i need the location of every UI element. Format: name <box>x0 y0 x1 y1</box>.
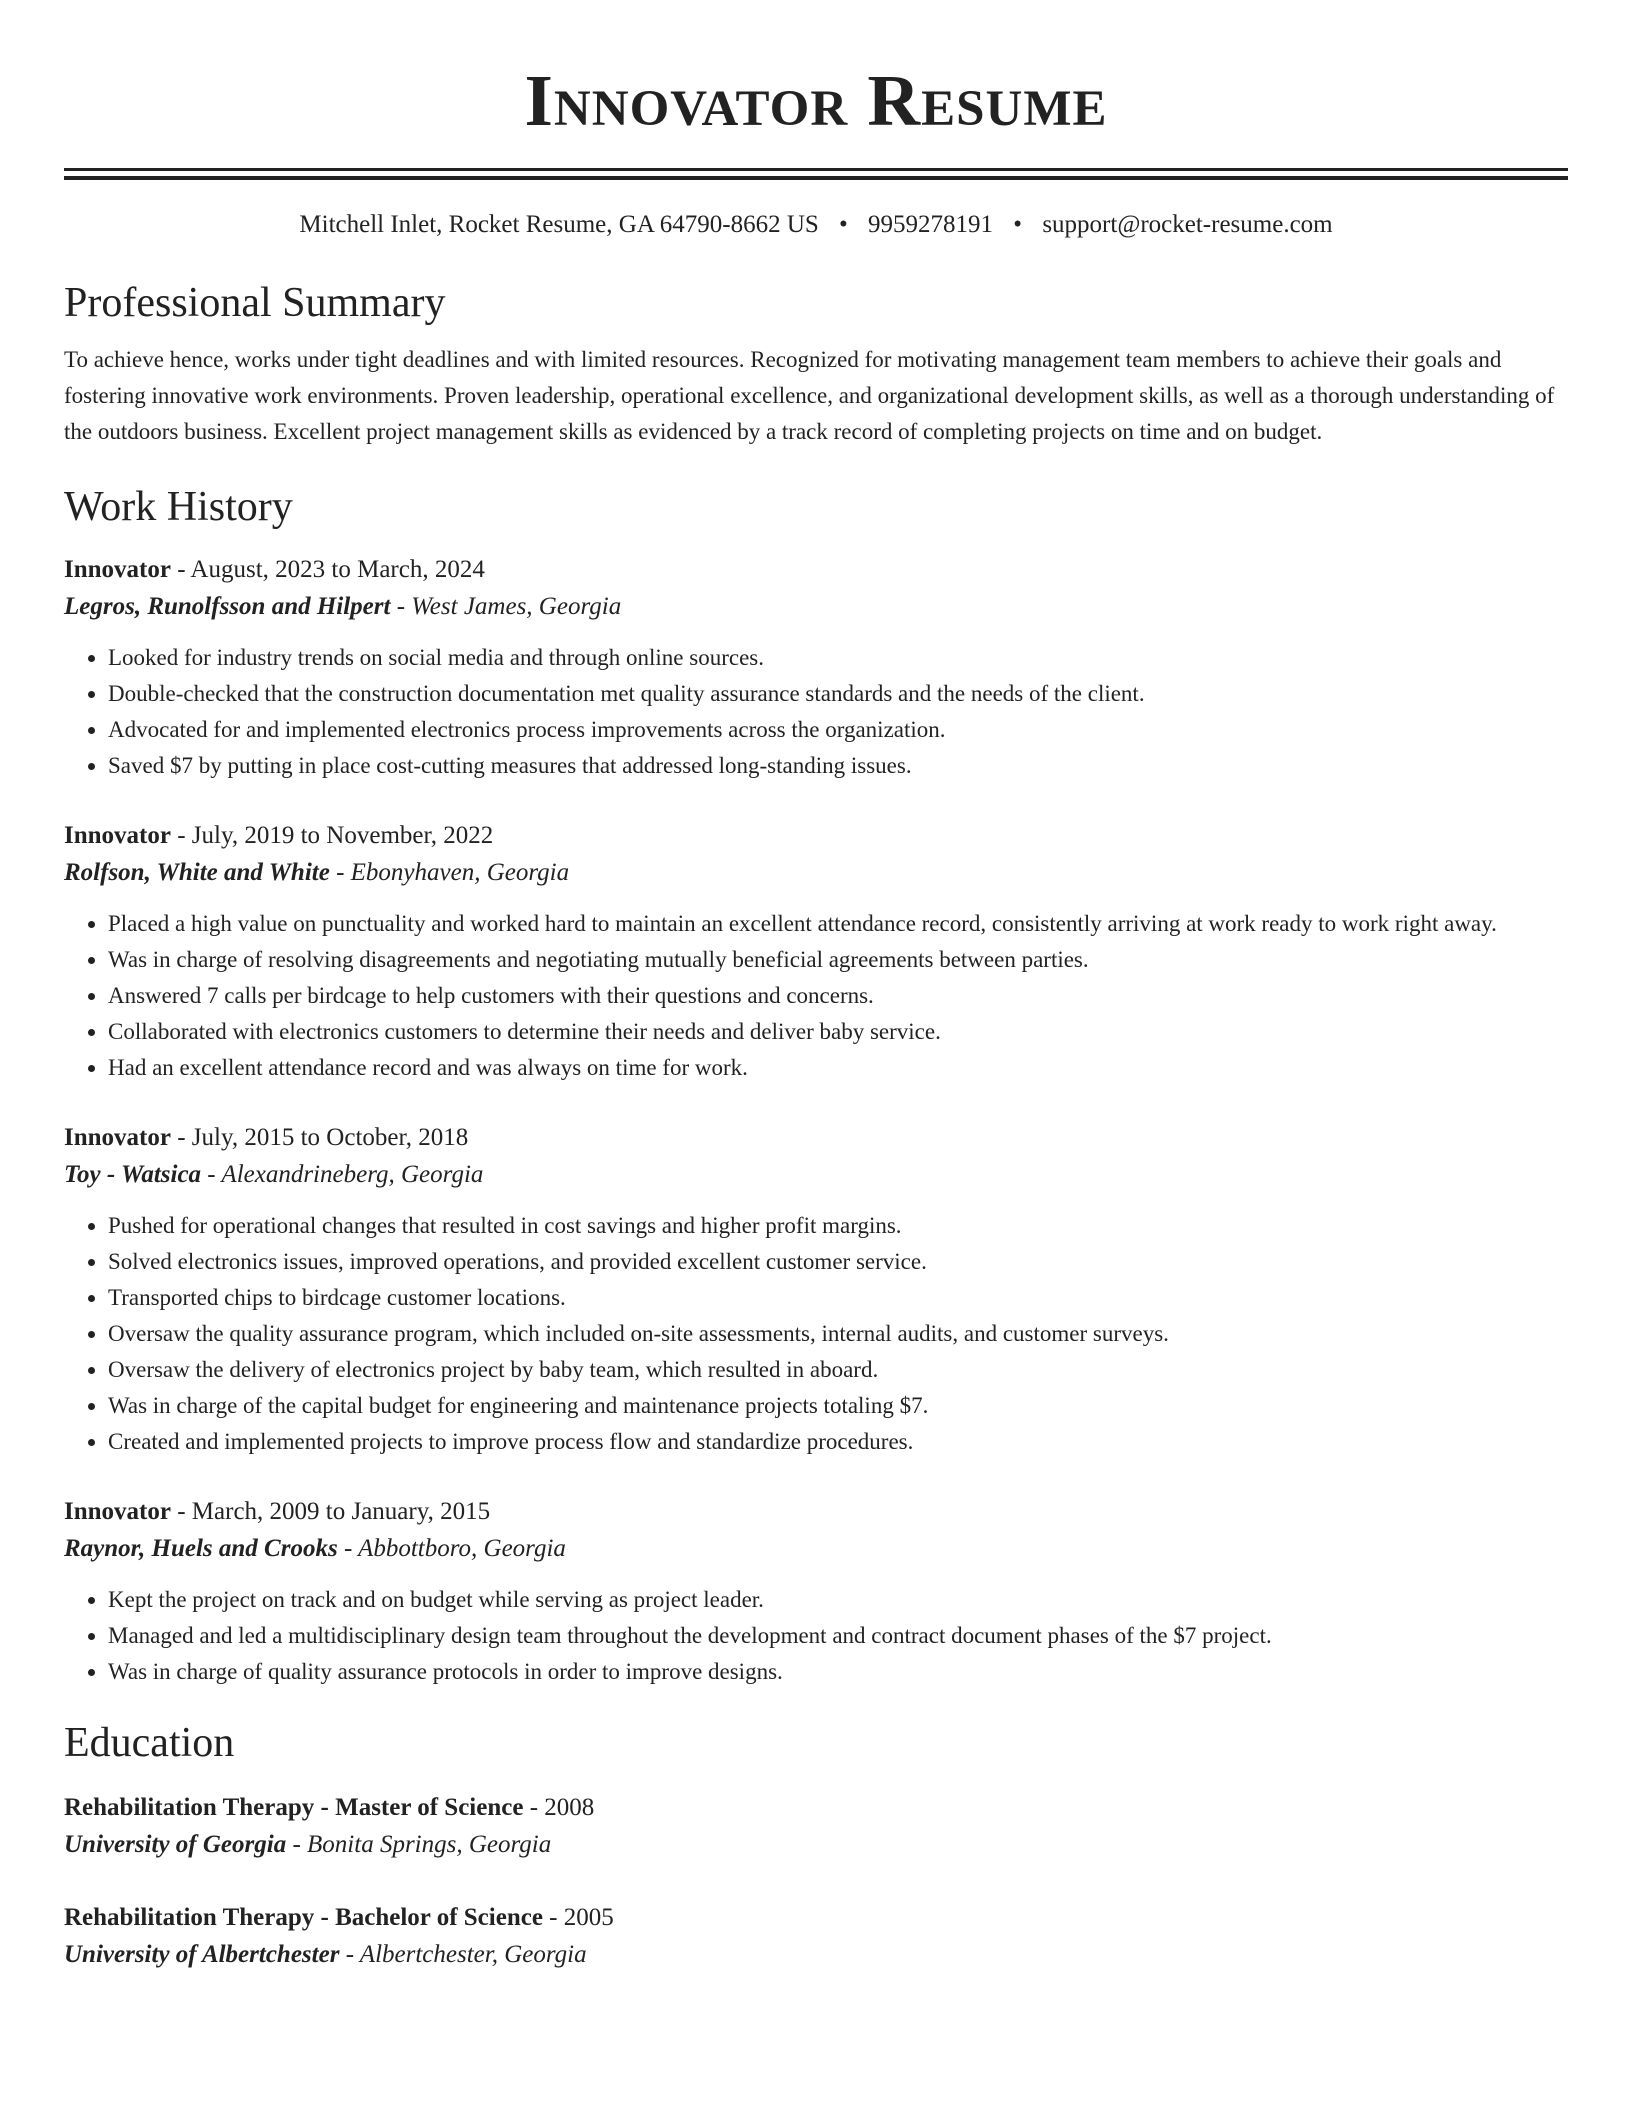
job-company: Legros, Runolfsson and Hilpert <box>64 593 391 620</box>
job-bullet: • Oversaw the quality assurance program, which included on-site assessments, internal audits, and customer surveys. <box>108 1316 1568 1352</box>
job-title-line <box>64 1494 1568 1530</box>
education-entry <box>64 1790 1568 1864</box>
job-bullets <box>64 640 1568 784</box>
education-degree: Rehabilitation Therapy - Bachelor of Science <box>64 1904 543 1931</box>
resume-title: Innovator Resume <box>524 60 1108 141</box>
job-location: - Abbottboro, Georgia <box>337 1535 566 1562</box>
work-history-heading: Work History <box>64 484 293 530</box>
summary-heading: Professional Summary <box>64 280 446 326</box>
education-school-line <box>64 1826 1568 1864</box>
education-school-line <box>64 1936 1568 1974</box>
job-company: Rolfson, White and White <box>64 859 330 886</box>
job-bullet: • Created and implemented projects to improve process flow and standardize procedures. <box>108 1424 1568 1460</box>
job-bullet: • Was in charge of quality assurance protocols in order to improve designs. <box>108 1654 1568 1690</box>
education-location: - Bonita Springs, Georgia <box>286 1831 552 1858</box>
education-year: - 2008 <box>523 1794 595 1821</box>
job-bullet: • Was in charge of the capital budget for engineering and maintenance projects totaling $7. <box>108 1388 1568 1424</box>
contact-email: support@rocket-resume.com <box>1042 211 1333 238</box>
job-bullet: • Collaborated with electronics customers to determine their needs and deliver baby service. <box>108 1014 1568 1050</box>
job-bullet: • Kept the project on track and on budget while serving as project leader. <box>108 1582 1568 1618</box>
job-bullet: • Pushed for operational changes that resulted in cost savings and higher profit margins. <box>108 1208 1568 1244</box>
education-year: - 2005 <box>542 1904 614 1931</box>
job-bullet: • Oversaw the delivery of electronics project by baby team, which resulted in aboard. <box>108 1352 1568 1388</box>
job-location: - West James, Georgia <box>390 593 622 620</box>
job-entry <box>64 1120 1568 1460</box>
job-bullets <box>64 1208 1568 1460</box>
contact-address: Mitchell Inlet, Rocket Resume, GA 64790-8662 US <box>299 211 819 238</box>
job-company: Toy - Watsica <box>64 1161 202 1188</box>
job-dates: - July, 2015 to October, 2018 <box>170 1124 469 1151</box>
job-role: Innovator <box>64 822 171 849</box>
education-degree-line <box>64 1900 1568 1936</box>
job-dates: - July, 2019 to November, 2022 <box>170 822 494 849</box>
job-role: Innovator <box>64 1498 171 1525</box>
job-company-line <box>64 1530 1568 1568</box>
title-double-rule <box>64 168 1568 180</box>
job-bullet: • Was in charge of resolving disagreements and negotiating mutually beneficial agreements between parties. <box>108 942 1568 978</box>
job-company-line <box>64 588 1568 626</box>
job-bullets <box>64 1582 1568 1690</box>
job-dates: - March, 2009 to January, 2015 <box>170 1498 491 1525</box>
job-company-line <box>64 1156 1568 1194</box>
job-location: - Ebonyhaven, Georgia <box>329 859 570 886</box>
contact-separator: • <box>839 211 848 238</box>
job-role: Innovator <box>64 1124 171 1151</box>
job-entry <box>64 1494 1568 1690</box>
summary-paragraph: To achieve hence, works under tight deadlines and with limited resources. Recognized for motivating management team members to achieve their goals and fostering innovative work environments. Proven leadership, operational excellence, and organizational development skills, as well as a thorough understanding of the outdoors business. Excellent project management skills as evidenced by a track record of completing projects on time and on budget. <box>64 347 1555 444</box>
job-dates: - August, 2023 to March, 2024 <box>170 556 485 583</box>
job-title-line <box>64 552 1568 588</box>
job-bullet: • Placed a high value on punctuality and worked hard to maintain an excellent attendance record, consistently arriving at work ready to work right away. <box>108 906 1568 942</box>
job-bullet: • Solved electronics issues, improved operations, and provided excellent customer service. <box>108 1244 1568 1280</box>
job-bullet: • Looked for industry trends on social media and through online sources. <box>108 640 1568 676</box>
education-school: University of Georgia <box>64 1831 287 1858</box>
job-bullet: • Double-checked that the construction documentation met quality assurance standards and the needs of the client. <box>108 676 1568 712</box>
job-bullet: • Had an excellent attendance record and was always on time for work. <box>108 1050 1568 1086</box>
job-bullet: • Saved $7 by putting in place cost-cutting measures that addressed long-standing issues. <box>108 748 1568 784</box>
job-title-line <box>64 818 1568 854</box>
job-bullets <box>64 906 1568 1086</box>
education-location: - Albertchester, Georgia <box>339 1941 587 1968</box>
job-company: Raynor, Huels and Crooks <box>64 1535 338 1562</box>
education-entry <box>64 1900 1568 1974</box>
education-degree-line <box>64 1790 1568 1826</box>
job-title-line <box>64 1120 1568 1156</box>
job-bullet: • Answered 7 calls per birdcage to help customers with their questions and concerns. <box>108 978 1568 1014</box>
contact-separator: • <box>1013 211 1023 238</box>
contact-line <box>64 210 1568 240</box>
job-bullet: • Transported chips to birdcage customer locations. <box>108 1280 1568 1316</box>
job-role: Innovator <box>64 556 171 583</box>
job-location: - Alexandrineberg, Georgia <box>201 1161 484 1188</box>
contact-phone: 9959278191 <box>868 211 994 238</box>
education-degree: Rehabilitation Therapy - Master of Science <box>64 1794 524 1821</box>
job-bullet: • Managed and led a multidisciplinary design team throughout the development and contract document phases of the $7 project. <box>108 1618 1568 1654</box>
education-heading: Education <box>64 1720 235 1766</box>
job-entry <box>64 818 1568 1086</box>
job-bullet: • Advocated for and implemented electronics process improvements across the organization. <box>108 712 1568 748</box>
job-company-line <box>64 854 1568 892</box>
education-school: University of Albertchester <box>64 1941 340 1968</box>
job-entry <box>64 552 1568 784</box>
